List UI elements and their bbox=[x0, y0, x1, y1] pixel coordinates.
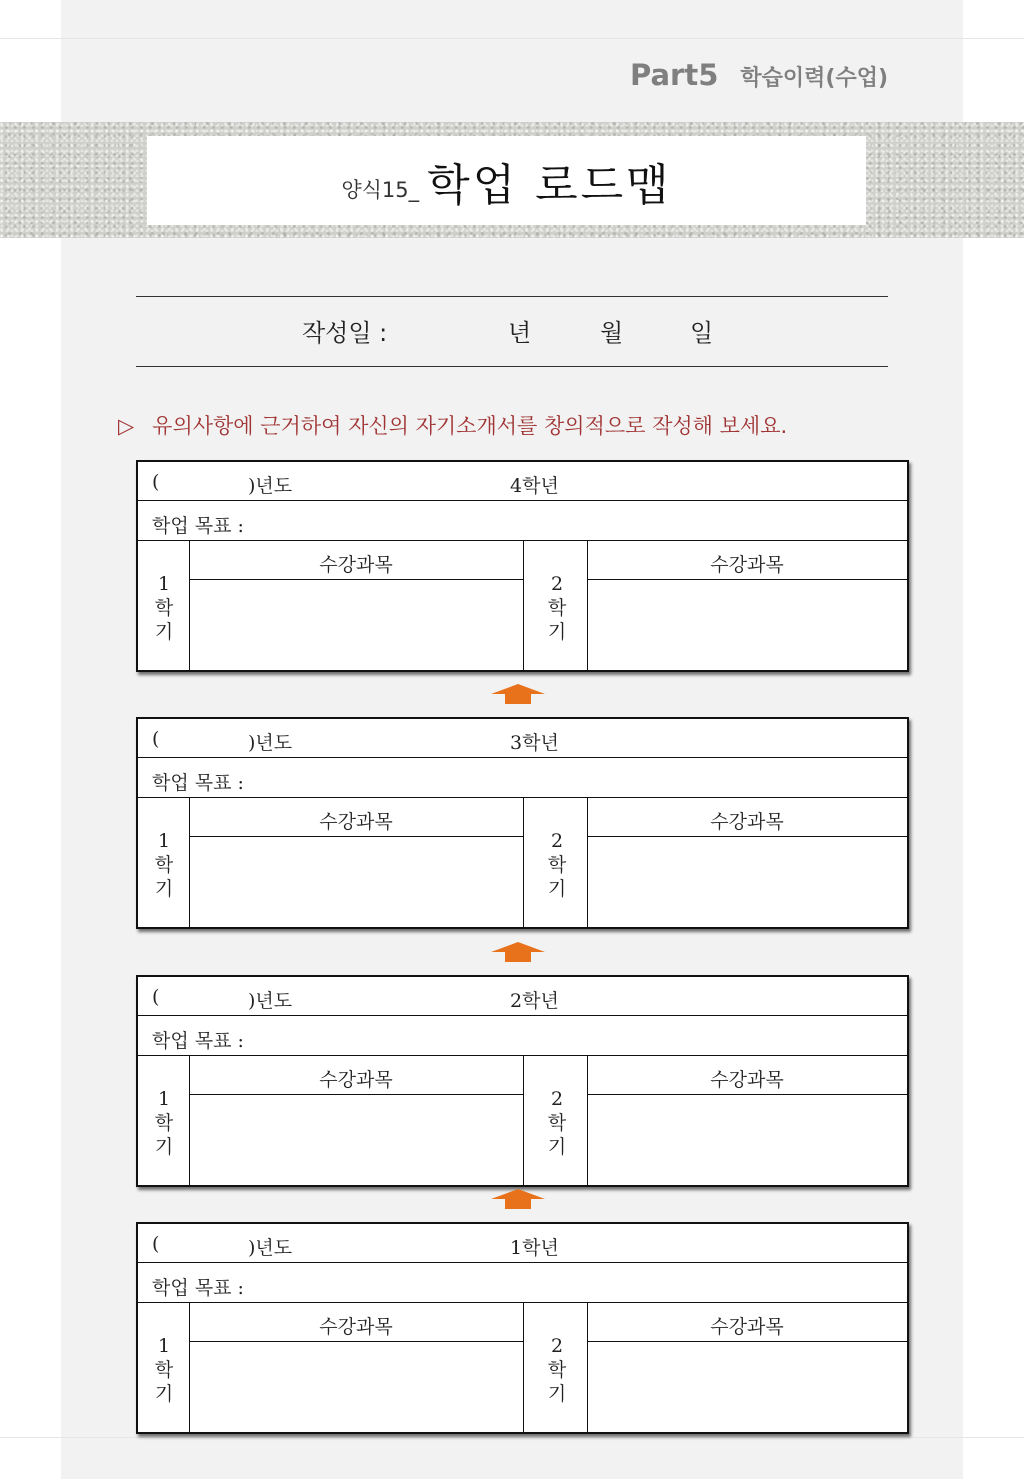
bottom-divider bbox=[0, 1437, 1024, 1438]
goal-label[interactable]: 학업 목표 : bbox=[152, 515, 244, 537]
row-divider bbox=[138, 1015, 907, 1016]
semester-2-char: 학 bbox=[547, 1112, 567, 1134]
part-header bbox=[630, 58, 888, 92]
semester-2-label bbox=[528, 829, 586, 901]
course-header-sem1: 수강과목 bbox=[319, 1069, 393, 1091]
month-field[interactable]: 월 bbox=[600, 319, 624, 347]
date-bottom-rule bbox=[136, 366, 888, 367]
grade-table bbox=[136, 717, 909, 929]
semester-1-label bbox=[138, 1087, 190, 1159]
semester-1-char: 1 bbox=[157, 830, 171, 852]
course-header-sem1: 수강과목 bbox=[319, 1316, 393, 1338]
grade-label: 4학년 bbox=[510, 475, 559, 497]
year-open-paren: ( bbox=[152, 471, 160, 493]
column-divider bbox=[523, 540, 524, 670]
row-divider bbox=[138, 757, 907, 758]
semester-2-char: 2 bbox=[550, 573, 564, 595]
grade-table bbox=[136, 460, 909, 672]
part-number: Part5 bbox=[629, 58, 719, 92]
semester-2-char: 학 bbox=[547, 597, 567, 619]
course-header-sem2: 수강과목 bbox=[710, 1069, 784, 1091]
top-divider bbox=[0, 38, 1024, 39]
column-divider bbox=[523, 1055, 524, 1185]
semester-2-char: 기 bbox=[547, 878, 567, 900]
course-header-sem2: 수강과목 bbox=[710, 554, 784, 576]
semester-2-courses-area[interactable] bbox=[588, 580, 907, 670]
semester-1-char: 1 bbox=[157, 1335, 171, 1357]
column-divider bbox=[523, 797, 524, 927]
semester-2-label bbox=[528, 572, 586, 644]
semester-1-courses-area[interactable] bbox=[190, 1342, 523, 1432]
title-banner bbox=[147, 136, 866, 225]
goal-label[interactable]: 학업 목표 : bbox=[152, 772, 244, 794]
semester-2-label bbox=[528, 1334, 586, 1406]
year-open-paren: ( bbox=[152, 986, 160, 1008]
grade-table bbox=[136, 975, 909, 1187]
semester-1-char: 1 bbox=[157, 1088, 171, 1110]
goal-label[interactable]: 학업 목표 : bbox=[152, 1030, 244, 1052]
semester-2-char: 기 bbox=[547, 1136, 567, 1158]
semester-1-courses-area[interactable] bbox=[190, 580, 523, 670]
semester-2-courses-area[interactable] bbox=[588, 1342, 907, 1432]
year-open-paren: ( bbox=[152, 728, 160, 750]
grade-label: 1학년 bbox=[510, 1237, 559, 1259]
course-header-sem2: 수강과목 bbox=[710, 811, 784, 833]
semester-1-courses-area[interactable] bbox=[190, 1095, 523, 1185]
semester-1-label bbox=[138, 572, 190, 644]
form-label: 양식15_ bbox=[341, 177, 420, 202]
course-header-sem1: 수강과목 bbox=[319, 811, 393, 833]
year-label[interactable]: )년도 bbox=[248, 1237, 293, 1259]
semester-2-label bbox=[528, 1087, 586, 1159]
semester-2-char: 학 bbox=[547, 854, 567, 876]
semester-1-char: 1 bbox=[157, 573, 171, 595]
year-open-paren: ( bbox=[152, 1233, 160, 1255]
course-header-sem1: 수강과목 bbox=[319, 554, 393, 576]
semester-2-char: 2 bbox=[550, 1335, 564, 1357]
grade-table bbox=[136, 1222, 909, 1434]
up-arrow-icon bbox=[491, 684, 545, 704]
triangle-icon: ▷ bbox=[118, 414, 135, 438]
goal-label[interactable]: 학업 목표 : bbox=[152, 1277, 244, 1299]
semester-2-char: 기 bbox=[547, 621, 567, 643]
date-row bbox=[136, 313, 888, 349]
up-arrow-icon bbox=[491, 942, 545, 962]
semester-2-char: 2 bbox=[550, 830, 564, 852]
semester-1-courses-area[interactable] bbox=[190, 837, 523, 927]
grade-label: 3학년 bbox=[510, 732, 559, 754]
up-arrow-icon bbox=[491, 1189, 545, 1209]
semester-1-char: 기 bbox=[154, 1383, 174, 1405]
semester-1-label bbox=[138, 829, 190, 901]
date-label: 작성일 : bbox=[302, 319, 388, 347]
day-field[interactable]: 일 bbox=[690, 319, 714, 347]
course-header-sem2: 수강과목 bbox=[710, 1316, 784, 1338]
page-title: 학업 로드맵 bbox=[427, 159, 672, 211]
semester-2-char: 기 bbox=[547, 1383, 567, 1405]
grade-label: 2학년 bbox=[510, 990, 559, 1012]
semester-2-courses-area[interactable] bbox=[588, 837, 907, 927]
semester-1-char: 기 bbox=[154, 621, 174, 643]
semester-1-char: 기 bbox=[154, 1136, 174, 1158]
year-label[interactable]: )년도 bbox=[248, 732, 293, 754]
semester-1-char: 학 bbox=[154, 854, 174, 876]
semester-1-label bbox=[138, 1334, 190, 1406]
semester-1-char: 학 bbox=[154, 1359, 174, 1381]
semester-2-courses-area[interactable] bbox=[588, 1095, 907, 1185]
row-divider bbox=[138, 1262, 907, 1263]
year-label[interactable]: )년도 bbox=[248, 990, 293, 1012]
semester-2-char: 학 bbox=[547, 1359, 567, 1381]
semester-1-char: 학 bbox=[154, 1112, 174, 1134]
semester-1-char: 기 bbox=[154, 878, 174, 900]
section-title: 학습이력(수업) bbox=[740, 66, 888, 91]
row-divider bbox=[138, 500, 907, 501]
column-divider bbox=[523, 1302, 524, 1432]
instruction-text: 유의사항에 근거하여 자신의 자기소개서를 창의적으로 작성해 보세요. bbox=[152, 414, 788, 438]
instruction bbox=[118, 410, 787, 440]
semester-1-char: 학 bbox=[154, 597, 174, 619]
year-label[interactable]: )년도 bbox=[248, 475, 293, 497]
semester-2-char: 2 bbox=[550, 1088, 564, 1110]
date-top-rule bbox=[136, 296, 888, 297]
year-field[interactable]: 년 bbox=[508, 319, 532, 347]
